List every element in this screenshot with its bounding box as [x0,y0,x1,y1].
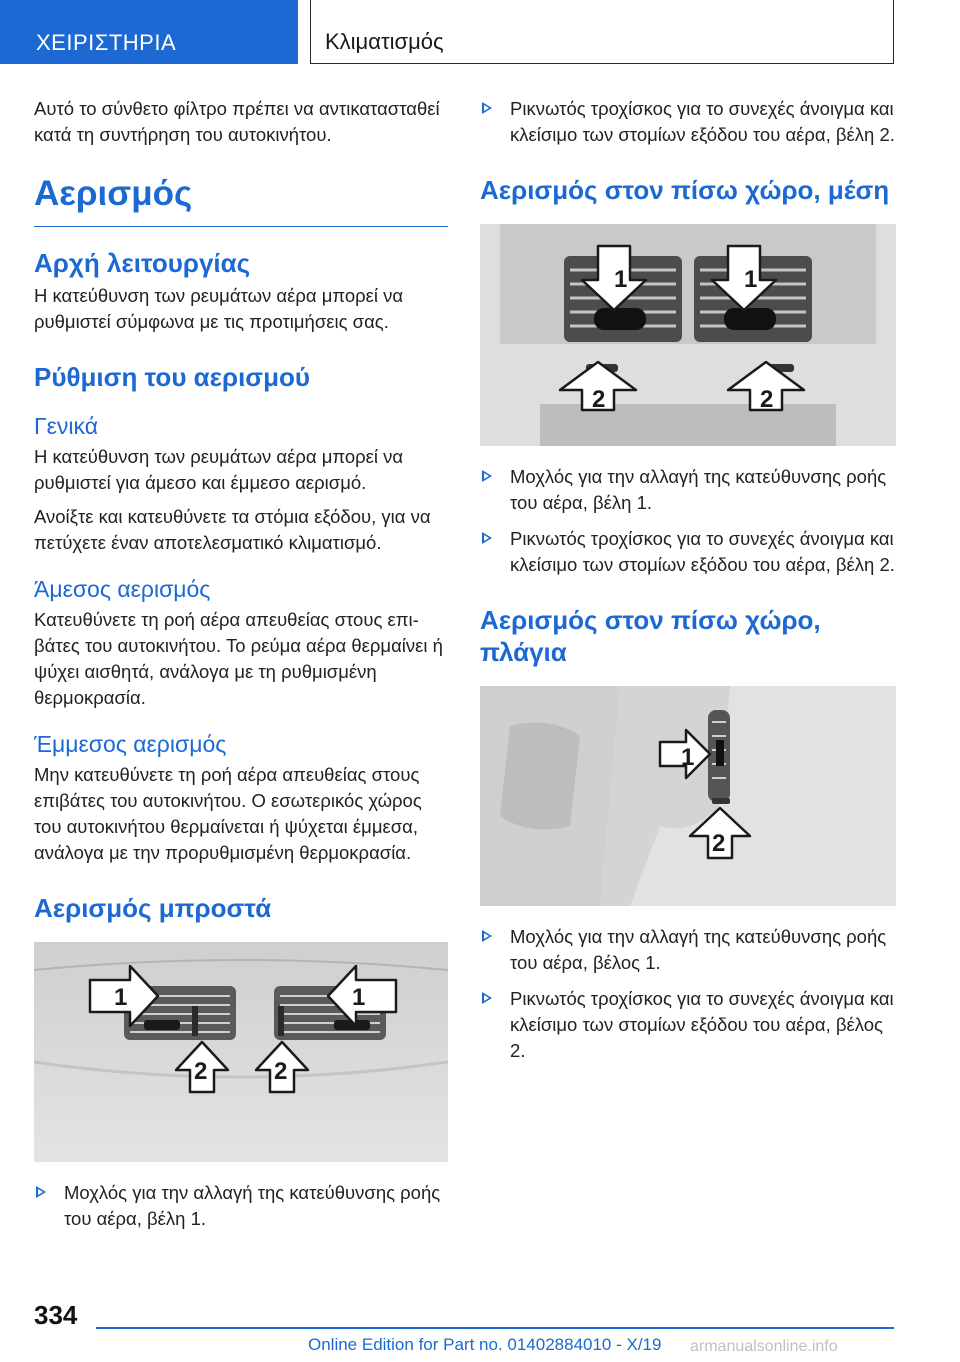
front-vents-illustration [34,942,448,1162]
left-column [34,96,448,1232]
callout-2-left: 2 [592,386,606,413]
page-number: 334 [34,1300,78,1330]
chapter-tab [0,0,298,64]
general-paragraph-1: Η κατεύθυνση των ρευμάτων αέρα μπορεί να ρυθμιστεί για άμεσο και έμμεσο αερισμό. [34,446,404,493]
heading-adjust-ventilation: Ρύθμιση του αερισμού [34,362,311,392]
bullet-text: Ρικνωτός τροχίσκος για το συνεχές άνοιγμα και κλείσιμο των στομίων εξόδου του αέρα, βέλος 2. [510,988,894,1061]
callout-1-left: 1 [114,984,128,1011]
right-column [480,96,896,1064]
heading-general: Γενικά [34,413,99,439]
principle-paragraph: Η κατεύθυνση των ρευμάτων αέρα μπορεί να ρυθμιστεί σύμφωνα με τις προτιμήσεις σας. [34,285,404,332]
section-title: Κλιματισμός [325,29,444,54]
heading-principle: Αρχή λειτουργίας [34,248,251,278]
bullet-text: Μοχλός για την αλλαγή της κατεύθυνσης ροής του αέρα, βέλη 1. [510,466,887,513]
callout-2-right: 2 [760,386,774,413]
heading-indirect-ventilation: Έμμεσος αερισμός [34,731,227,757]
footer-rule [96,1327,894,1329]
section-header [310,0,894,64]
callout-1-left: 1 [614,266,628,293]
bullet-text: Μοχλός για την αλλαγή της κατεύθυνσης ροής του αέρα, βέλος 1. [510,926,887,973]
indirect-paragraph: Μην κατευθύνετε τη ροή αέρα απευθείας στους επιβάτες του αυτοκινήτου. Ο εσωτερικός χώρος του αυτοκινήτου θερμαίνεται ή ψύχεται έμμεσα, ανάλογα με την προρυθμισμένη θερμοκρασία. [34,764,422,863]
rear-side-vent-illustration [480,686,896,906]
bullet-arrow-icon [482,930,492,942]
callout-1-right: 1 [352,984,366,1011]
bullet-rear-side-lever [480,924,896,976]
front-vents-drawing [34,942,448,1162]
bullet-arrow-icon [482,532,492,544]
bullet-rear-center-lever [480,464,896,516]
bullet-rear-side-thumbwheel [480,986,896,1064]
heading-direct-ventilation: Άμεσος αερισμός [34,576,211,602]
rear-center-vents-drawing [480,224,896,446]
bullet-arrow-icon [482,992,492,1004]
direct-paragraph: Κατευθύνετε τη ροή αέρα απευθείας στους επιβάτες του αυτοκινήτου. Το ρεύμα αέρα θερμαίνει ή ψύχει αισθητά, ανάλογα με τη ρυθμισμένη θερμοκρασία. [34,609,443,708]
callout-1-right: 1 [744,266,758,293]
callout-2-left: 2 [194,1058,208,1085]
bullet-text: Ρικνωτός τροχίσκος για το συνεχές άνοιγμα και κλείσιμο των στομίων εξόδου του αέρα, βέλη 2. [510,98,895,145]
rear-center-vents-illustration [480,224,896,446]
intro-paragraph: Αυτό το σύνθετο φίλτρο πρέπει να αντικατασταθεί κατά τη συντήρηση του αυτοκινήτου. [34,98,440,145]
bullet-text: Μοχλός για την αλλαγή της κατεύθυνσης ροής του αέρα, βέλη 1. [64,1182,441,1229]
section-heading-ventilation: Αερισμός [34,174,448,227]
bullet-rear-center-thumbwheel [480,526,896,578]
chapter-title: ΧΕΙΡΙΣΤΗΡΙΑ [36,30,177,55]
callout-2-right: 2 [274,1058,288,1085]
bullet-front-thumbwheel [480,96,896,148]
bullet-arrow-icon [482,470,492,482]
heading-rear-center: Αερισμός στον πίσω χώρο, μέση [480,175,890,205]
footer-edition: Online Edition for Part no. 01402884010 - X/19 [308,1335,662,1354]
general-paragraph-2: Ανοίξτε και κατευθύνετε τα στόμια εξόδου, για να πετύχετε έναν αποτελεσματικό κλιματισμό. [34,506,431,553]
callout-1: 1 [681,744,695,771]
bullet-arrow-icon [482,102,492,114]
heading-front-ventilation: Αερισμός μπροστά [34,893,272,923]
bullet-front-lever [34,1180,448,1232]
rear-side-vent-drawing [480,686,896,906]
heading-rear-side: Αερισμός στον πίσω χώρο, πλάγια [480,605,821,667]
bullet-arrow-icon [36,1186,46,1198]
callout-2: 2 [712,830,726,857]
bullet-text: Ρικνωτός τροχίσκος για το συνεχές άνοιγμα και κλείσιμο των στομίων εξόδου του αέρα, βέλη 2. [510,528,895,575]
watermark: armanualsonline.info [690,1338,838,1355]
